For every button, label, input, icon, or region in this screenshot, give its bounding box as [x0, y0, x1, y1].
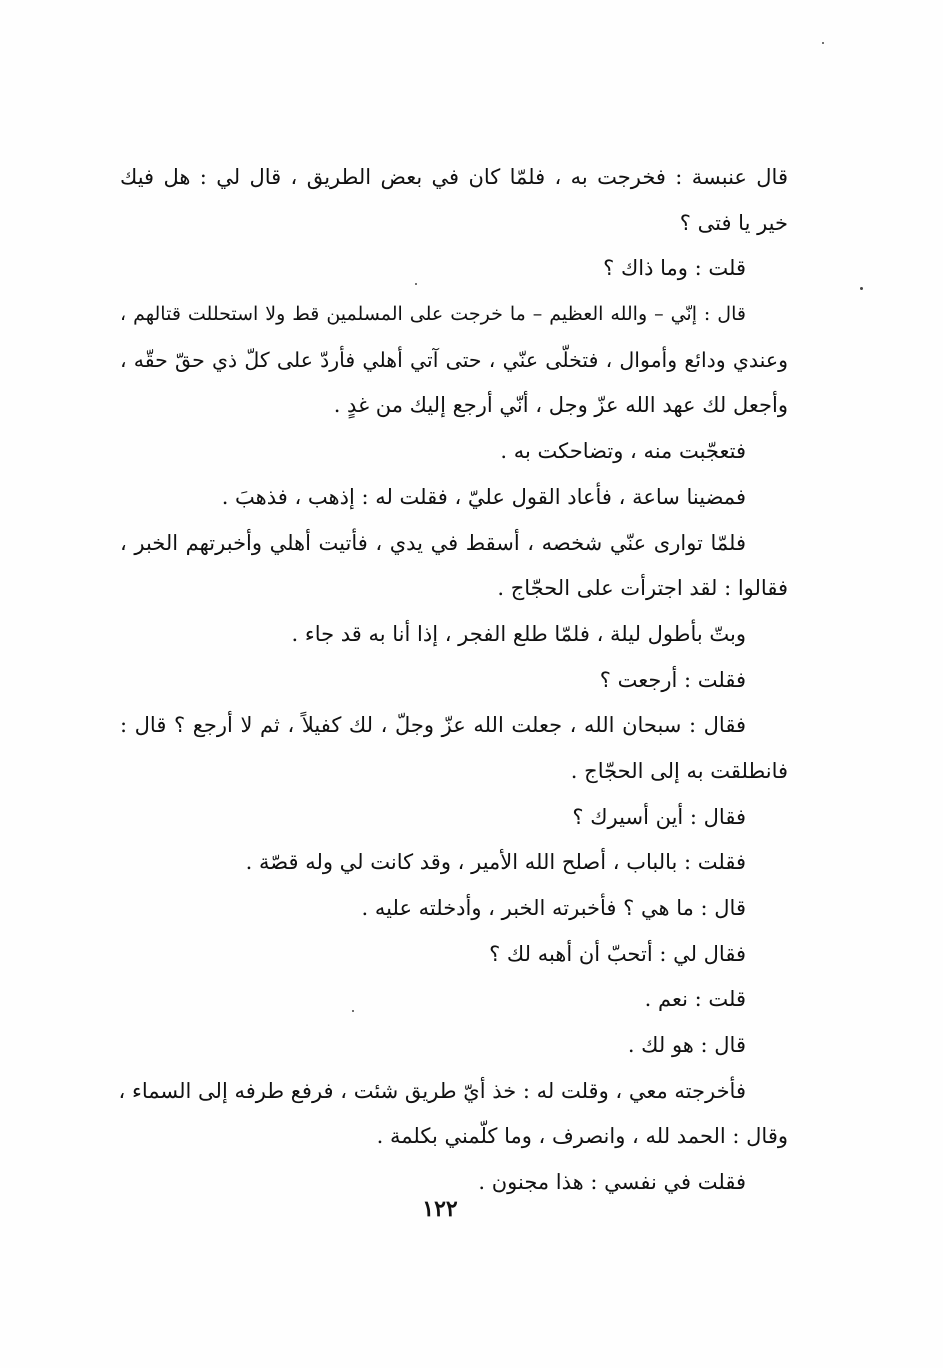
text-line: فمضينا ساعة ، فأعاد القول عليّ ، فقلت له : إذهب ، فذهبَ . [221, 484, 746, 509]
text-line: فتعجّبت منه ، وتضاحكت به . [500, 439, 746, 464]
text-line: قال : ما هي ؟ فأخبرته الخبر ، وأدخلته عليه . [361, 896, 746, 920]
text-line: وأجعل لك عهد الله عزّ وجل ، أنّي أرجع إليك من غدٍ . [333, 393, 788, 418]
text-line: قلت : وما ذاك ؟ [603, 256, 746, 281]
text-line: فقال : أين أسيرك ؟ [572, 804, 746, 829]
text-line: فقلت : أرجعت ؟ [599, 667, 746, 692]
text-line: فقالوا : لقد اجترأت على الحجّاج . [497, 576, 788, 601]
text-line: قال : إنّي – والله العظيم – ما خرجت على المسلمين قط ولا استحللت قتالهم ، [120, 303, 746, 326]
text-line: فقلت : بالباب ، أصلح الله الأمير ، وقد كانت لي وله قصّة . [245, 850, 746, 875]
scan-speck [860, 287, 863, 290]
text-line: فلمّا توارى عنّي شخصه ، أسقط في يدي ، فأتيت أهلي وأخبرتهم الخبر ، [120, 530, 746, 555]
text-line: قال : هو لك . [627, 1033, 746, 1058]
text-line: فقال : سبحان الله ، جعلت الله عزّ وجلّ ، لك كفيلاً ، ثم لا أرجع ؟ قال : [120, 713, 746, 738]
text-line: فانطلقت به إلى الحجّاج . [570, 758, 788, 783]
text-line: قال عنبسة : فخرجت به ، فلمّا كان في بعض الطريق ، قال لي : هل فيك [120, 165, 788, 189]
text-line: وبتّ بأطول ليلة ، فلمّا طلع الفجر ، إذا أنا به قد جاء . [291, 621, 746, 646]
text-line: خير يا فتى ؟ [679, 210, 788, 235]
scan-speck [415, 283, 417, 285]
text-line: فقال لي : أتحبّ أن أهبه لك ؟ [489, 941, 746, 966]
page-body-text [120, 155, 788, 1206]
scan-speck [352, 1010, 354, 1012]
text-line: فقلت في نفسي : هذا مجنون . [478, 1170, 746, 1195]
text-line: وقال : الحمد لله ، وانصرف ، وما كلّمني بكلمة . [376, 1124, 788, 1149]
text-line: وعندي ودائع وأموال ، فتخلّى عنّي ، حتى آتي أهلي فأردّ على كلّ ذي حقّ حقّه ، [120, 347, 788, 372]
scan-speck [822, 42, 824, 44]
text-line: فأخرجته معي ، وقلت له : خذ أيّ طريق شئت ، فرفع طرفه إلى السماء ، [118, 1078, 746, 1103]
text-line: قلت : نعم . [644, 987, 746, 1012]
page-number: ١٢٢ [422, 1196, 458, 1222]
